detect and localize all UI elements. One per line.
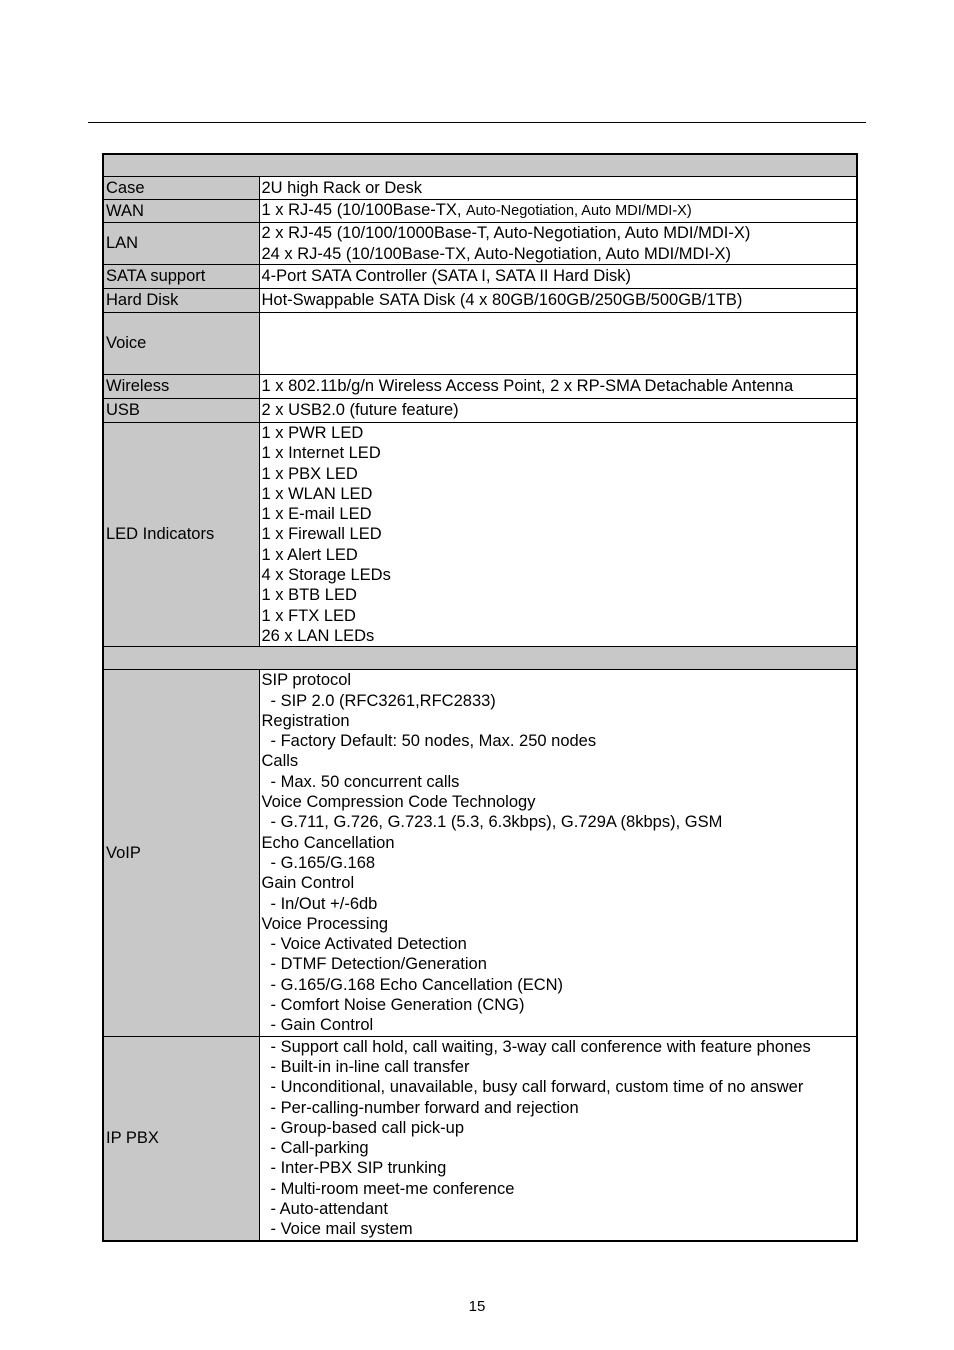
spec-value: 2U high Rack or Desk [259, 177, 857, 200]
spec-value: Hot-Swappable SATA Disk (4 x 80GB/160GB/250GB/500GB/1TB) [259, 289, 857, 313]
spec-value: 2 x USB2.0 (future feature) [259, 399, 857, 423]
spec-row-case [103, 177, 857, 200]
feature-line: Voice Processing [261, 914, 389, 933]
feature-line: - Group-based call pick-up [270, 1118, 465, 1137]
feature-line: - G.165/G.168 [270, 853, 376, 872]
spec-value: 2 x RJ-45 (10/100/1000Base-T, Auto-Negotiation, Auto MDI/MDI-X) 24 x RJ-45 (10/100Base-TX, Auto-Negotiation, Auto MDI/MDI-X) [259, 223, 857, 265]
feature-line: Calls [261, 752, 299, 771]
spec-row-voice [103, 313, 857, 375]
feature-line: - Multi-room meet-me conference [270, 1179, 515, 1198]
spec-row-wireless [103, 375, 857, 399]
feature-line: - SIP 2.0 (RFC3261,RFC2833) [270, 691, 496, 710]
feature-line: - Factory Default: 50 nodes, Max. 250 nodes [270, 732, 597, 751]
spec-row-sata [103, 265, 857, 289]
led-item: 26 x LAN LEDs [261, 626, 375, 645]
hardware-section-header [103, 154, 857, 177]
spec-row-voip [103, 670, 857, 1036]
header-rule [88, 122, 866, 123]
spec-label: LAN [103, 223, 259, 265]
spec-row-usb [103, 399, 857, 423]
feature-line: - Unconditional, unavailable, busy call forward, custom time of no answer [270, 1078, 804, 1097]
led-item: 1 x BTB LED [261, 586, 357, 605]
spec-value: 1 x 802.11b/g/n Wireless Access Point, 2 x RP-SMA Detachable Antenna [259, 375, 857, 399]
feature-line: - In/Out +/-6db [270, 894, 378, 913]
feature-line: - DTMF Detection/Generation [270, 955, 487, 974]
feature-line: - Per-calling-number forward and rejection [270, 1098, 579, 1117]
feature-line: - Max. 50 concurrent calls [270, 772, 460, 791]
feature-line: - Voice mail system [270, 1220, 413, 1239]
feature-line: SIP protocol [261, 671, 352, 690]
spec-label: LED Indicators [103, 423, 259, 647]
spec-label: Hard Disk [103, 289, 259, 313]
spec-label: Voice [103, 313, 259, 375]
spec-row-hard-disk [103, 289, 857, 313]
feature-line: - Inter-PBX SIP trunking [270, 1159, 447, 1178]
led-item: 1 x PBX LED [261, 464, 358, 483]
feature-line: Echo Cancellation [261, 833, 395, 852]
feature-line: - Voice Activated Detection [270, 935, 467, 954]
feature-line: - Built-in in-line call transfer [270, 1057, 470, 1076]
spec-row-lan [103, 223, 857, 265]
spec-label: USB [103, 399, 259, 423]
spec-value: 1 x RJ-45 (10/100Base-TX, Auto-Negotiation, Auto MDI/MDI-X) [259, 200, 857, 223]
spec-value-list [259, 1036, 857, 1240]
spec-label: IP PBX [103, 1036, 259, 1240]
led-item: 1 x WLAN LED [261, 484, 373, 503]
led-item: 4 x Storage LEDs [261, 566, 391, 585]
spec-label: WAN [103, 200, 259, 223]
feature-line: - Call-parking [270, 1139, 369, 1158]
feature-line: - G.711, G.726, G.723.1 (5.3, 6.3kbps), G.729A (8kbps), GSM [270, 813, 723, 832]
spec-label: Case [103, 177, 259, 200]
feature-line: Voice Compression Code Technology [261, 793, 536, 812]
led-item: 1 x Alert LED [261, 545, 358, 564]
spec-label: Wireless [103, 375, 259, 399]
led-item: 1 x Internet LED [261, 444, 381, 463]
spec-value-list [259, 670, 857, 1036]
spec-value-list [259, 423, 857, 647]
specification-table [102, 153, 858, 1242]
spec-row-led-indicators [103, 423, 857, 647]
led-item: 1 x E-mail LED [261, 505, 372, 524]
spec-label: SATA support [103, 265, 259, 289]
spec-row-wan [103, 200, 857, 223]
page-number: 15 [468, 1298, 486, 1315]
feature-line: - Auto-attendant [270, 1199, 388, 1218]
spec-label: VoIP [103, 670, 259, 1036]
spec-row-ip-pbx [103, 1036, 857, 1240]
feature-line: Registration [261, 711, 350, 730]
spec-value: 4-Port SATA Controller (SATA I, SATA II Hard Disk) [259, 265, 857, 289]
feature-line: Gain Control [261, 874, 355, 893]
feature-line: - Comfort Noise Generation (CNG) [270, 996, 525, 1015]
spec-value-empty [259, 313, 857, 375]
feature-line: - Gain Control [270, 1016, 374, 1035]
led-item: 1 x FTX LED [261, 606, 356, 625]
feature-line: - Support call hold, call waiting, 3-way call conference with feature phones [270, 1037, 811, 1056]
feature-line: - G.165/G.168 Echo Cancellation (ECN) [270, 975, 564, 994]
led-item: 1 x PWR LED [261, 424, 364, 442]
software-section-header [103, 647, 857, 670]
led-item: 1 x Firewall LED [261, 525, 382, 544]
